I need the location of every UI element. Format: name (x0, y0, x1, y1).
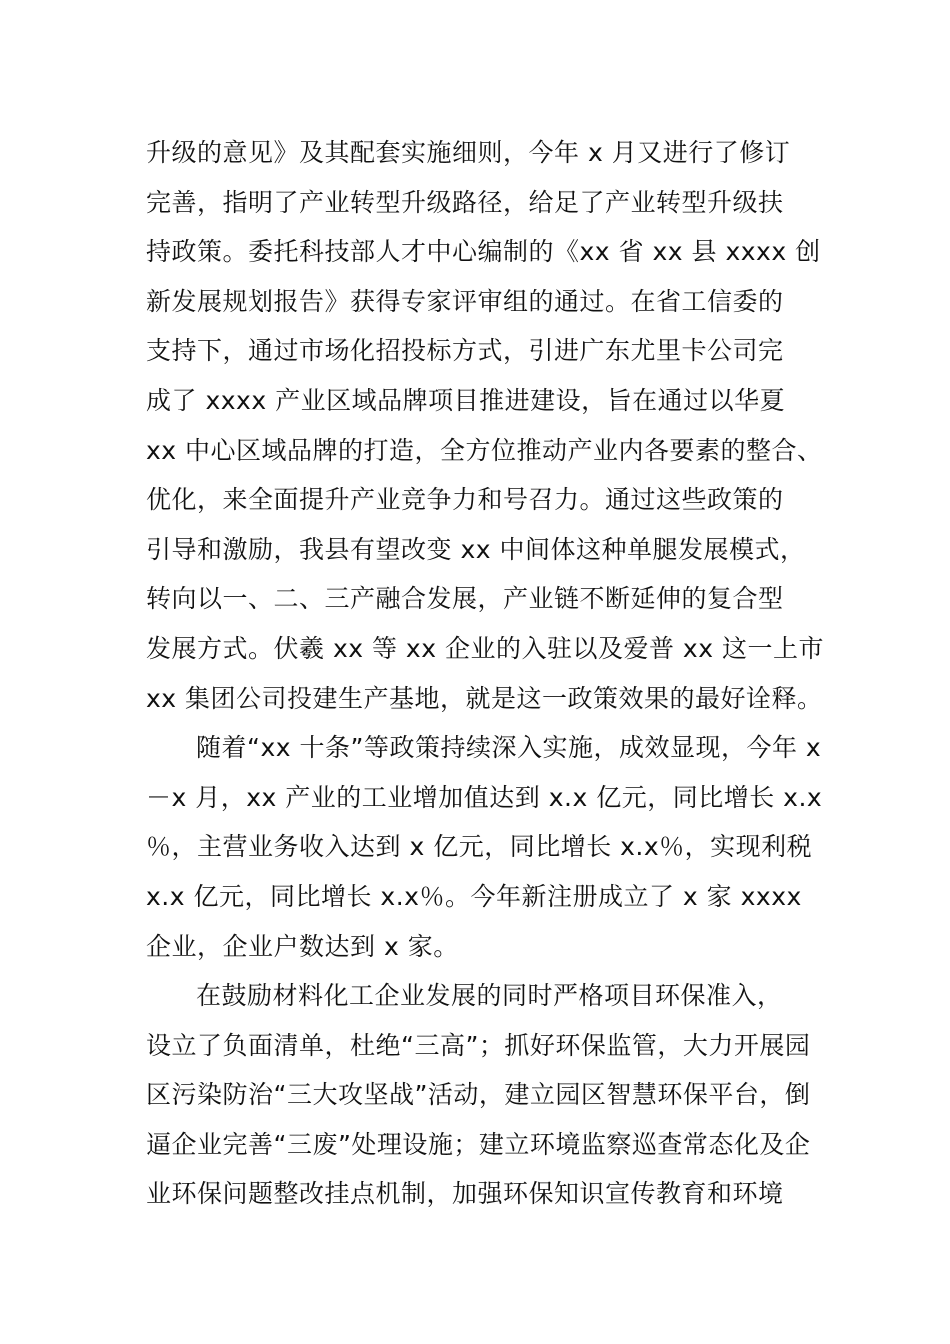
paragraph-first-line: 随着“xx 十条”等政策持续深入实施，成效显现，今年 x (196, 733, 822, 763)
text-line: 引导和激励，我县有望改变 xx 中间体这种单腿发展模式， (146, 534, 806, 564)
text-line: 企业，企业户数达到 x 家。 (146, 931, 459, 961)
text-line: 转向以一、二、三产融合发展，产业链不断延伸的复合型 (146, 584, 784, 614)
text-line: 设立了负面清单，杜绝“三高”；抓好环保监管，大力开展园 (146, 1030, 811, 1060)
text-line: 业环保问题整改挂点机制，加强环保知识宣传教育和环境 (146, 1179, 784, 1209)
text-line: 新发展规划报告》获得专家评审组的通过。在省工信委的 (146, 286, 784, 316)
text-line: 区污染防治“三大攻坚战”活动，建立园区智慧环保平台，倒 (146, 1080, 811, 1110)
text-line: 逼企业完善“三废”处理设施；建立环境监察巡查常态化及企 (146, 1129, 811, 1159)
text-line: 优化，来全面提升产业竞争力和号召力。通过这些政策的 (146, 485, 784, 515)
text-line: x.x 亿元，同比增长 x.x％。今年新注册成立了 x 家 xxxx (146, 881, 802, 911)
text-line: 发展方式。伏羲 xx 等 xx 企业的入驻以及爱普 xx 这一上市 (146, 633, 824, 663)
text-line: 完善，指明了产业转型升级路径，给足了产业转型升级扶 (146, 187, 784, 217)
text-line: xx 中心区域品牌的打造，全方位推动产业内各要素的整合、 (146, 435, 823, 465)
text-line: 持政策。委托科技部人才中心编制的《xx 省 xx 县 xxxx 创 (146, 237, 821, 267)
text-line: ％，主营业务收入达到 x 亿元，同比增长 x.x％，实现利税 (146, 832, 813, 862)
text-line: xx 集团公司投建生产基地，就是这一政策效果的最好诠释。 (146, 683, 823, 713)
body-text (146, 128, 826, 1219)
paragraph-first-line: 在鼓励材料化工企业发展的同时严格项目环保准入， (196, 981, 783, 1011)
text-line: －x 月，xx 产业的工业增加值达到 x.x 亿元，同比增长 x.x (146, 782, 823, 812)
text-line: 升级的意见》及其配套实施细则，今年 x 月又进行了修订 (146, 138, 791, 167)
text-line: 支持下，通过市场化招投标方式，引进广东尤里卡公司完 (146, 336, 784, 366)
text-line: 成了 xxxx 产业区域品牌项目推进建设，旨在通过以华夏 (146, 385, 786, 415)
